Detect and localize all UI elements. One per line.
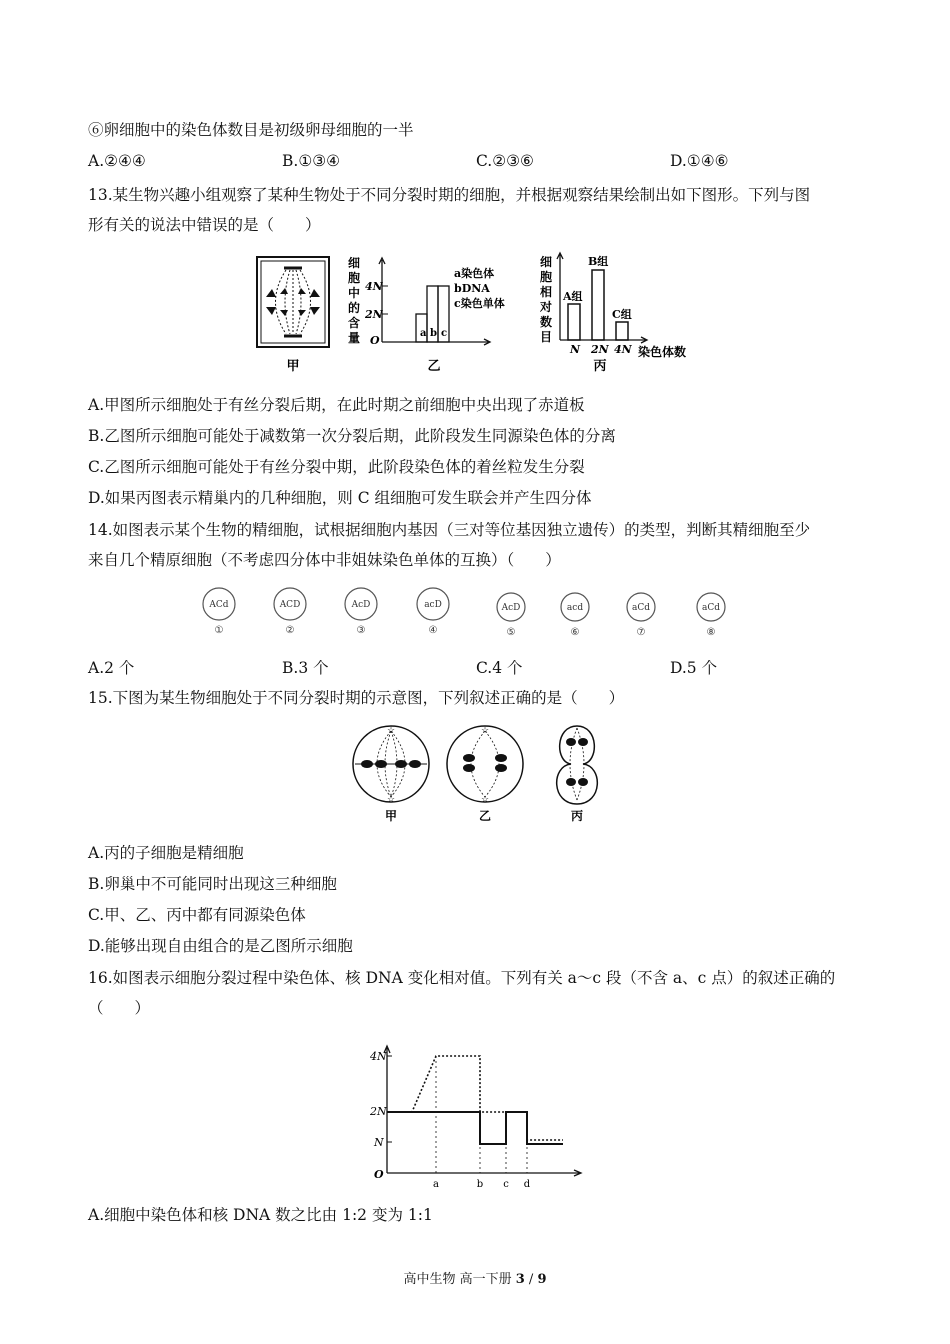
bing-caption: 丙 <box>593 359 607 374</box>
sperm-cell-gene: aCd <box>631 603 651 613</box>
bing-xtick-n: N <box>570 343 581 356</box>
q12-item-6: ⑥卵细胞中的染色体数目是初级卵母细胞的一半 <box>88 121 414 139</box>
bing-group-b: B组 <box>588 255 609 268</box>
bing-xlabel: 染色体数 <box>638 345 687 359</box>
sperm-cell-gene: ACD <box>279 600 301 610</box>
q16-ytick-n: N <box>374 1136 384 1149</box>
yi-ylabel-char: 胞 <box>348 271 361 285</box>
yi-legend-b: bDNA <box>454 282 490 295</box>
bing-ylabel-char: 对 <box>540 300 553 314</box>
q12-option-c: C.②③⑥ <box>476 152 534 170</box>
footer-sep: / <box>524 1272 538 1287</box>
sperm-cell-number: ① <box>214 625 224 636</box>
q16-origin: O <box>374 1168 384 1181</box>
bing-xtick-2n: 2N <box>591 343 609 356</box>
bing-group-c: C组 <box>612 308 632 321</box>
svg-text:☆: ☆ <box>480 726 490 736</box>
svg-text:☆: ☆ <box>386 726 396 736</box>
sperm-cell-number: ③ <box>356 625 366 636</box>
sperm-cell-gene: ACd <box>209 600 229 610</box>
q14-option-b: B.3 个 <box>282 659 329 677</box>
q12-option-b: B.①③④ <box>282 152 341 170</box>
q15-stem: 15.下图为某生物细胞处于不同分裂时期的示意图，下列叙述正确的是（ ） <box>88 689 625 707</box>
sperm-cell-gene: aCd <box>701 603 721 613</box>
yi-bar-label-a: a <box>420 328 427 339</box>
q15-option-d: D.能够出现自由组合的是乙图所示细胞 <box>88 937 353 955</box>
sperm-cell-number: ⑥ <box>570 627 580 638</box>
q15-label-yi: 乙 <box>478 809 492 823</box>
q16-option-a: A.细胞中染色体和核 DNA 数之比由 1:2 变为 1:1 <box>88 1206 433 1224</box>
yi-ylabel-char: 量 <box>348 331 361 345</box>
yi-legend-a: a染色体 <box>454 267 495 280</box>
q13-stem-line1: 13.某生物兴趣小组观察了某种生物处于不同分裂时期的细胞，并根据观察结果绘制出如下图形。下列与图 <box>88 186 811 204</box>
q13-option-a: A.甲图所示细胞处于有丝分裂后期，在此时期之前细胞中央出现了赤道板 <box>88 396 585 414</box>
svg-text:☆: ☆ <box>480 795 490 805</box>
footer-text: 高中生物 高一下册 <box>403 1272 516 1287</box>
q15-label-bing: 丙 <box>570 809 584 823</box>
bing-bar-b <box>592 270 604 340</box>
footer-total: 9 <box>537 1272 547 1287</box>
yi-ylabel-char: 中 <box>348 286 361 300</box>
q16-stem-line2: （ ） <box>88 999 151 1017</box>
yi-origin: O <box>370 334 380 347</box>
q12-option-a: A.②④④ <box>88 152 146 170</box>
page-footer <box>0 1268 950 1287</box>
yi-bar-label-b: b <box>430 328 437 339</box>
yi-ylabel-char: 细 <box>348 256 361 270</box>
yi-ytick-2n: 2N <box>365 308 383 321</box>
sperm-cell-gene: AcD <box>501 603 521 613</box>
yi-legend-c: c染色单体 <box>454 297 505 310</box>
sperm-cell-number: ⑤ <box>506 627 516 638</box>
q13-option-b: B.乙图所示细胞可能处于减数第一次分裂后期，此阶段发生同源染色体的分离 <box>88 427 616 445</box>
yi-ytick-4n: 4N <box>365 280 383 293</box>
sperm-cell-number: ④ <box>428 625 438 636</box>
bing-ylabel-char: 数 <box>540 315 553 329</box>
q15-figure <box>345 718 625 826</box>
q13-option-c: C.乙图所示细胞可能处于有丝分裂中期，此阶段染色体的着丝粒发生分裂 <box>88 458 585 476</box>
yi-ylabel-char: 含 <box>348 316 361 330</box>
q14-sperm-cells <box>195 585 745 641</box>
sperm-cell-gene: acd <box>566 603 584 613</box>
q16-ytick-4n: 4N <box>370 1050 387 1063</box>
q14-stem-line1: 14.如图表示某个生物的精细胞，试根据细胞内基因（三对等位基因独立遗传）的类型，判断其精细胞至少 <box>88 521 811 539</box>
q13-figure-yi <box>344 252 534 377</box>
q13-stem-line2: 形有关的说法中错误的是（ ） <box>88 216 321 234</box>
q15-option-b: B.卵巢中不可能同时出现这三种细胞 <box>88 875 337 893</box>
q14-option-d: D.5 个 <box>670 659 718 677</box>
bing-ylabel-char: 相 <box>540 285 553 299</box>
svg-text:☆: ☆ <box>386 795 396 805</box>
yi-caption: 乙 <box>427 359 441 374</box>
footer-page: 3 <box>515 1272 525 1287</box>
sperm-cell-number: ② <box>285 625 295 636</box>
q15-option-a: A.丙的子细胞是精细胞 <box>88 844 244 862</box>
bing-ylabel-char: 胞 <box>540 270 553 284</box>
q16-graph <box>360 1040 590 1190</box>
q13-figure-bing <box>536 248 706 378</box>
q13-figure-jia <box>250 252 340 377</box>
q16-ytick-2n: 2N <box>370 1105 387 1118</box>
q14-option-a: A.2 个 <box>88 659 135 677</box>
q16-stem-line1: 16.如图表示细胞分裂过程中染色体、核 DNA 变化相对值。下列有关 a～c 段（不含 a、c 点）的叙述正确的 <box>88 969 836 987</box>
q13-jia-caption: 甲 <box>286 359 300 374</box>
sperm-cell-gene: AcD <box>351 600 371 610</box>
q16-xtick-a: a <box>433 1179 439 1190</box>
sperm-cell-gene: acD <box>424 600 442 610</box>
bing-group-a: A组 <box>563 290 583 303</box>
q16-xtick-c: c <box>503 1179 509 1190</box>
bing-ylabel-char: 目 <box>540 330 553 344</box>
yi-ylabel-char: 的 <box>348 301 361 315</box>
sperm-cell-number: ⑧ <box>706 627 716 638</box>
bing-xtick-4n: 4N <box>614 343 632 356</box>
bing-bar-a <box>568 304 580 340</box>
q15-option-c: C.甲、乙、丙中都有同源染色体 <box>88 906 306 924</box>
q15-label-jia: 甲 <box>384 809 398 823</box>
q14-option-c: C.4 个 <box>476 659 523 677</box>
yi-bar-label-c: c <box>441 328 448 339</box>
q13-option-d: D.如果丙图表示精巢内的几种细胞，则 C 组细胞可发生联会并产生四分体 <box>88 489 592 507</box>
bing-ylabel-char: 细 <box>540 255 553 269</box>
q12-option-d: D.①④⑥ <box>670 152 729 170</box>
sperm-cell-number: ⑦ <box>636 627 646 638</box>
q16-xtick-b: b <box>476 1179 484 1190</box>
bing-bar-c <box>616 322 628 340</box>
q14-stem-line2: 来自几个精原细胞（不考虑四分体中非姐妹染色单体的互换）（ ） <box>88 551 561 569</box>
q16-xtick-d: d <box>523 1179 531 1190</box>
